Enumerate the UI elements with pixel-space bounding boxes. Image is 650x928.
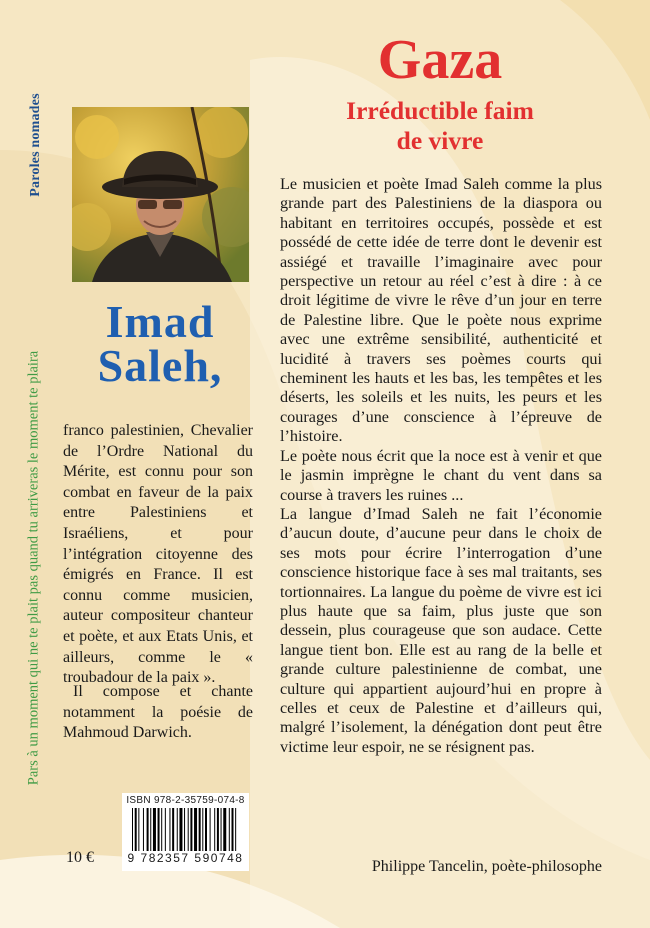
- series-name: Paroles nomades: [28, 93, 43, 197]
- barcode-bars: [132, 808, 240, 855]
- subtitle-line-1: Irréductible faim: [346, 96, 534, 125]
- blurb: [280, 175, 602, 757]
- book-title: Gaza: [377, 29, 503, 91]
- blurb-paragraph-1: Le musicien et poète Imad Saleh comme la plus grande part des Palestiniens de la diaspora ou habitant en territoires occupés, possède et est possédé de cette idée de terre dont le devenir est assiégé et travaille l’imaginaire avec pour perspective un retour au réel c’est à dire : à ce droit légitime de vivre le rêve d’un jour en terre de Palestine libre. Que le poète nous exprime avec une extrême sensibilité, authenticité et lucidité à travers ses poèmes courts qui cheminent les hauts et les bas, les tempêtes et les déserts, les soleils et les nuits, les peurs et les courages d’une conscience à l’épreuve de l’histoire.: [280, 175, 602, 446]
- tagline: Pars à un moment qui ne te plait pas quand tu arriveras le moment te plaira: [25, 350, 42, 785]
- author-name: [60, 296, 260, 391]
- price: 10 €: [66, 849, 94, 866]
- author-first-name: Imad: [105, 296, 215, 347]
- barcode-digits: 9 782357 590748: [122, 851, 249, 865]
- author-bio-2-text: Il compose et chante notamment la poésie de Mahmoud Darwich.: [63, 683, 253, 742]
- author-bio: franco palestinien, Chevalier de l’Ordre National du Mérite, est connu pour son combat en faveur de la paix entre Palestiniens et Israéliens, et pour l’intégration citoyenne des émigrés en France. Il est connu comme musicien, auteur compositeur chanteur et poète, et aux Etats Unis, et ailleurs, comme le « troubadour de la paix ».: [63, 422, 253, 687]
- signature: Philippe Tancelin, poète-philosophe: [371, 858, 602, 875]
- barcode: [122, 793, 249, 871]
- author-photo: [72, 107, 249, 282]
- blurb-paragraph-2: Le poète nous écrit que la noce est à venir et que le jasmin imprègne le chant du vent dans sa course à travers les ruines ...: [280, 446, 602, 504]
- author-last-name: Saleh,: [97, 340, 223, 391]
- blurb-paragraph-3: La langue d’Imad Saleh ne fait l’économie d’aucun doute, d’aucune peur dans le choix de ses mots pour écrire l’interrogation d’une conscience historique face à ses mal traitants, ses tortionnaires. La langue du poème de vivre est ici plus haute que sa faim, plus juste que son dessein, plus courageuse que son audace. Cette langue tient bon. Elle est au rang de la belle et grande culture palestinienne de combat, une culture qui appartient aujourd’hui en propre à celles et ceux de Palestine et d’ailleurs qui, malgré l’isolement, la dénégation dont peut être victime leur espoir, ne se résignent pas.: [280, 504, 602, 756]
- subtitle-line-2: de vivre: [396, 126, 484, 155]
- isbn-label: ISBN 978-2-35759-074-8: [126, 795, 245, 806]
- author-bio-2: [63, 682, 253, 744]
- book-subtitle: [302, 96, 578, 156]
